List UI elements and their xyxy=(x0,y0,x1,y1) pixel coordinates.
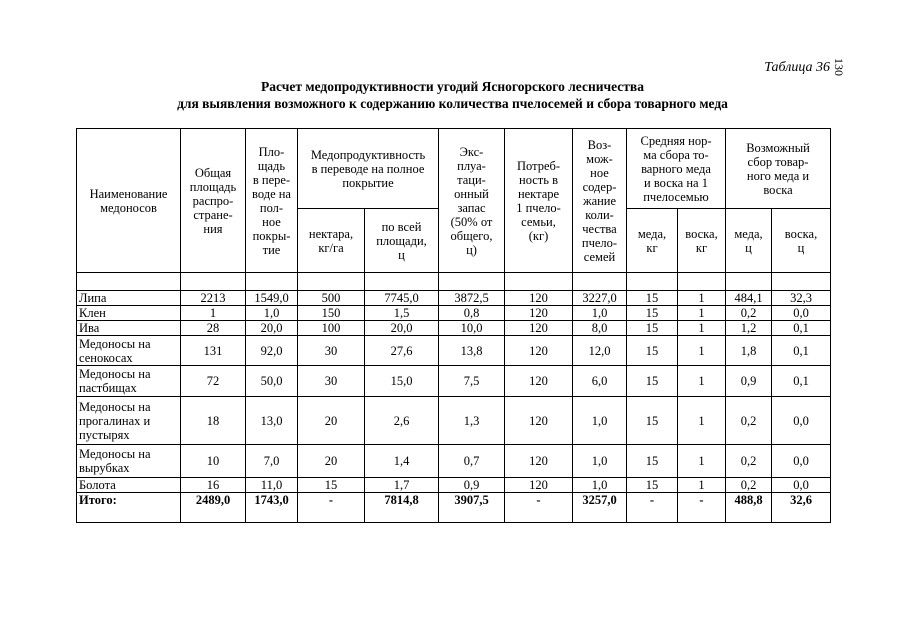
cell: 1,3 xyxy=(439,397,505,445)
page-number: 130 xyxy=(832,58,846,76)
honey-productivity-table xyxy=(76,128,831,523)
header-line: (50% от xyxy=(450,214,493,229)
header-nectar-need xyxy=(505,129,573,273)
table-row xyxy=(77,445,831,478)
header-line: чества xyxy=(582,221,617,236)
header-line: общего, xyxy=(450,228,493,243)
cell: 20,0 xyxy=(246,321,298,336)
header-line: пол- xyxy=(259,200,284,215)
cell: 1 xyxy=(678,397,726,445)
total-cell: 1743,0 xyxy=(246,493,298,523)
cell: 1,5 xyxy=(365,306,439,321)
cell: 92,0 xyxy=(246,336,298,366)
header-line: меда, xyxy=(734,226,763,241)
cell: 150 xyxy=(298,306,365,321)
total-cell: 488,8 xyxy=(726,493,772,523)
header-line: ц xyxy=(797,240,805,255)
header-line: Наименование xyxy=(89,186,168,201)
cell: 15 xyxy=(627,366,678,397)
header-productivity xyxy=(298,129,439,209)
cell: 0,0 xyxy=(772,397,831,445)
header-line: содер- xyxy=(582,179,617,194)
total-label: Итого: xyxy=(77,493,181,523)
cell: 7,0 xyxy=(246,445,298,478)
cell: 0,1 xyxy=(772,336,831,366)
header-line: сбор товар- xyxy=(747,154,809,169)
header-line: кг xyxy=(695,240,708,255)
cell: 16 xyxy=(181,478,246,493)
row-name xyxy=(77,336,181,366)
header-collection-norm xyxy=(627,129,726,209)
header-harvest-honey xyxy=(726,209,772,273)
header-exploitation-stock xyxy=(439,129,505,273)
header-line: воска xyxy=(763,182,793,197)
cell: 1,4 xyxy=(365,445,439,478)
header-line: стране- xyxy=(193,207,233,222)
cell: 15 xyxy=(627,336,678,366)
cell: 120 xyxy=(505,445,573,478)
cell: 120 xyxy=(505,366,573,397)
header-area xyxy=(181,129,246,273)
header-line: распро- xyxy=(192,193,234,208)
header-line: кг/га xyxy=(318,240,344,255)
cell: 30 xyxy=(298,366,365,397)
cell: 15 xyxy=(627,478,678,493)
header-norm-wax xyxy=(678,209,726,273)
row-name xyxy=(77,445,181,478)
cell: 1,0 xyxy=(573,397,627,445)
cell: 3227,0 xyxy=(573,291,627,306)
cell: 30 xyxy=(298,336,365,366)
cell: 15 xyxy=(627,306,678,321)
cell: 1 xyxy=(678,321,726,336)
cell: 1,0 xyxy=(573,445,627,478)
header-line: семей xyxy=(583,249,616,264)
row-name-line: Медоносы на xyxy=(79,367,151,381)
cell: 1 xyxy=(678,336,726,366)
cell: 15 xyxy=(627,397,678,445)
header-line: Возможный xyxy=(746,140,810,155)
header-line: и воска на 1 xyxy=(644,175,708,190)
table-row xyxy=(77,291,831,306)
header-line: в пере- xyxy=(252,172,291,187)
row-name xyxy=(77,397,181,445)
table-row xyxy=(77,478,831,493)
cell: 72 xyxy=(181,366,246,397)
header-line: покрытие xyxy=(342,175,394,190)
cell: 13,0 xyxy=(246,397,298,445)
cell: 0,7 xyxy=(439,445,505,478)
cell: 120 xyxy=(505,397,573,445)
header-converted-area xyxy=(246,129,298,273)
header-line: ц xyxy=(398,247,405,262)
table-title-line-2: для выявления возможного к содержанию количества пчелосемей и сбора товарного меда xyxy=(177,96,728,111)
header-line: онный xyxy=(454,186,489,201)
cell: 10 xyxy=(181,445,246,478)
cell: 0,0 xyxy=(772,478,831,493)
header-line: мож- xyxy=(586,151,613,166)
cell: 2,6 xyxy=(365,397,439,445)
header-line: ния xyxy=(203,221,223,236)
header-line: медоносов xyxy=(100,200,157,215)
cell: 15 xyxy=(627,291,678,306)
cell: 20,0 xyxy=(365,321,439,336)
total-cell: - xyxy=(298,493,365,523)
cell: 120 xyxy=(505,291,573,306)
total-cell: 3257,0 xyxy=(573,493,627,523)
row-name-line: пастбищах xyxy=(79,381,137,395)
total-cell: 2489,0 xyxy=(181,493,246,523)
table-row xyxy=(77,336,831,366)
header-line: воде на xyxy=(252,186,291,201)
cell: 7745,0 xyxy=(365,291,439,306)
header-line: воска, xyxy=(784,226,818,241)
total-cell: - xyxy=(627,493,678,523)
header-line: (кг) xyxy=(528,228,549,243)
cell: 2213 xyxy=(181,291,246,306)
cell: 1,0 xyxy=(573,478,627,493)
header-line: в переводе на полное xyxy=(311,161,425,176)
row-name xyxy=(77,366,181,397)
cell: 1 xyxy=(678,478,726,493)
cell: 0,1 xyxy=(772,321,831,336)
table-title-line-1: Расчет медопродуктивности угодий Ясногорского лесничества xyxy=(261,79,644,94)
cell: 0,2 xyxy=(726,445,772,478)
header-line: семьи, xyxy=(521,214,556,229)
spacer-row xyxy=(77,273,831,291)
cell: 0,0 xyxy=(772,306,831,321)
header-possible-colonies xyxy=(573,129,627,273)
cell: 18 xyxy=(181,397,246,445)
header-line: покры- xyxy=(252,228,291,243)
header-line: Медопродуктивность xyxy=(310,147,426,162)
header-line: Потреб- xyxy=(516,158,561,173)
cell: 15 xyxy=(298,478,365,493)
header-line: воска, xyxy=(685,226,718,241)
header-line: по всей xyxy=(381,219,422,234)
cell: 6,0 xyxy=(573,366,627,397)
header-line: щадь xyxy=(257,158,286,173)
row-name xyxy=(77,291,181,306)
header-line: Средняя нор- xyxy=(640,133,712,148)
cell: 0,0 xyxy=(772,445,831,478)
header-line: Экс- xyxy=(459,144,484,159)
header-name xyxy=(77,129,181,273)
cell: 15 xyxy=(627,445,678,478)
cell: 1549,0 xyxy=(246,291,298,306)
header-line: ное xyxy=(590,165,609,180)
row-name-line: пустырях xyxy=(79,427,130,442)
cell: 1 xyxy=(678,366,726,397)
row-name-line: Ива xyxy=(79,321,100,335)
header-line: ц) xyxy=(466,242,477,257)
total-cell: 7814,8 xyxy=(365,493,439,523)
cell: 20 xyxy=(298,445,365,478)
table-label: Таблица 36 xyxy=(764,60,830,75)
total-cell: - xyxy=(678,493,726,523)
row-name-line: Медоносы на xyxy=(79,399,151,414)
total-cell: 3907,5 xyxy=(439,493,505,523)
cell: 1 xyxy=(678,306,726,321)
row-name-line: сенокосах xyxy=(79,350,133,365)
cell: 0,2 xyxy=(726,306,772,321)
cell: 7,5 xyxy=(439,366,505,397)
cell: 1,0 xyxy=(573,306,627,321)
table-row xyxy=(77,397,831,445)
total-cell: 32,6 xyxy=(772,493,831,523)
cell: 3872,5 xyxy=(439,291,505,306)
cell: 1,0 xyxy=(246,306,298,321)
cell: 1 xyxy=(181,306,246,321)
header-line: Пло- xyxy=(258,144,285,159)
cell: 500 xyxy=(298,291,365,306)
cell: 32,3 xyxy=(772,291,831,306)
header-line: пчелосемью xyxy=(643,189,709,204)
header-line: кг xyxy=(646,240,658,255)
cell: 120 xyxy=(505,306,573,321)
cell: 20 xyxy=(298,397,365,445)
header-line: тие xyxy=(262,242,281,257)
header-harvest-wax xyxy=(772,209,831,273)
header-line: ного меда и xyxy=(746,168,810,183)
header-line: 1 пчело- xyxy=(516,200,561,215)
header-line: Воз- xyxy=(587,137,612,152)
row-name-line: Липа xyxy=(79,291,107,305)
cell: 28 xyxy=(181,321,246,336)
header-line: Общая xyxy=(194,165,232,180)
cell: 27,6 xyxy=(365,336,439,366)
cell: 8,0 xyxy=(573,321,627,336)
row-name-line: Клен xyxy=(79,306,106,320)
table-row xyxy=(77,321,831,336)
cell: 1,2 xyxy=(726,321,772,336)
table-row xyxy=(77,366,831,397)
total-cell: - xyxy=(505,493,573,523)
row-name xyxy=(77,321,181,336)
header-line: жание xyxy=(582,193,617,208)
cell: 484,1 xyxy=(726,291,772,306)
cell: 13,8 xyxy=(439,336,505,366)
row-name-line: Медоносы на xyxy=(79,336,151,351)
cell: 0,2 xyxy=(726,478,772,493)
header-line: ность в xyxy=(519,172,558,187)
cell: 0,1 xyxy=(772,366,831,397)
table-row xyxy=(77,306,831,321)
header-line: коли- xyxy=(585,207,614,222)
cell: 100 xyxy=(298,321,365,336)
header-line: запас xyxy=(457,200,486,215)
row-name-line: Медоносы на xyxy=(79,447,151,461)
row-name-line: прогалинах и xyxy=(79,413,151,428)
cell: 1,8 xyxy=(726,336,772,366)
cell: 120 xyxy=(505,321,573,336)
header-norm-honey xyxy=(627,209,678,273)
row-name xyxy=(77,478,181,493)
header-possible-harvest xyxy=(726,129,831,209)
header-line: площадь xyxy=(189,179,237,194)
header-line: меда, xyxy=(637,226,667,241)
header-line: варного меда xyxy=(641,161,711,176)
cell: 1,7 xyxy=(365,478,439,493)
header-line: плуа- xyxy=(457,158,486,173)
header-total-area xyxy=(365,209,439,273)
cell: 10,0 xyxy=(439,321,505,336)
header-line: пчело- xyxy=(581,235,618,250)
cell: 15,0 xyxy=(365,366,439,397)
cell: 120 xyxy=(505,478,573,493)
header-line: ц xyxy=(745,240,752,255)
header-line: нектара, xyxy=(308,226,354,241)
cell: 12,0 xyxy=(573,336,627,366)
row-name-line: вырубках xyxy=(79,461,130,475)
cell: 15 xyxy=(627,321,678,336)
cell: 0,8 xyxy=(439,306,505,321)
header-line: ма сбора то- xyxy=(643,147,709,162)
cell: 0,2 xyxy=(726,397,772,445)
header-line: ное xyxy=(262,214,281,229)
header-line: площади, xyxy=(376,233,427,248)
header-nectar xyxy=(298,209,365,273)
cell: 131 xyxy=(181,336,246,366)
header-line: таци- xyxy=(457,172,486,187)
cell: 1 xyxy=(678,445,726,478)
cell: 0,9 xyxy=(726,366,772,397)
row-name-line: Болота xyxy=(79,478,116,492)
total-row xyxy=(77,493,831,523)
cell: 50,0 xyxy=(246,366,298,397)
row-name xyxy=(77,306,181,321)
cell: 1 xyxy=(678,291,726,306)
cell: 11,0 xyxy=(246,478,298,493)
cell: 120 xyxy=(505,336,573,366)
cell: 0,9 xyxy=(439,478,505,493)
header-line: нектаре xyxy=(517,186,560,201)
